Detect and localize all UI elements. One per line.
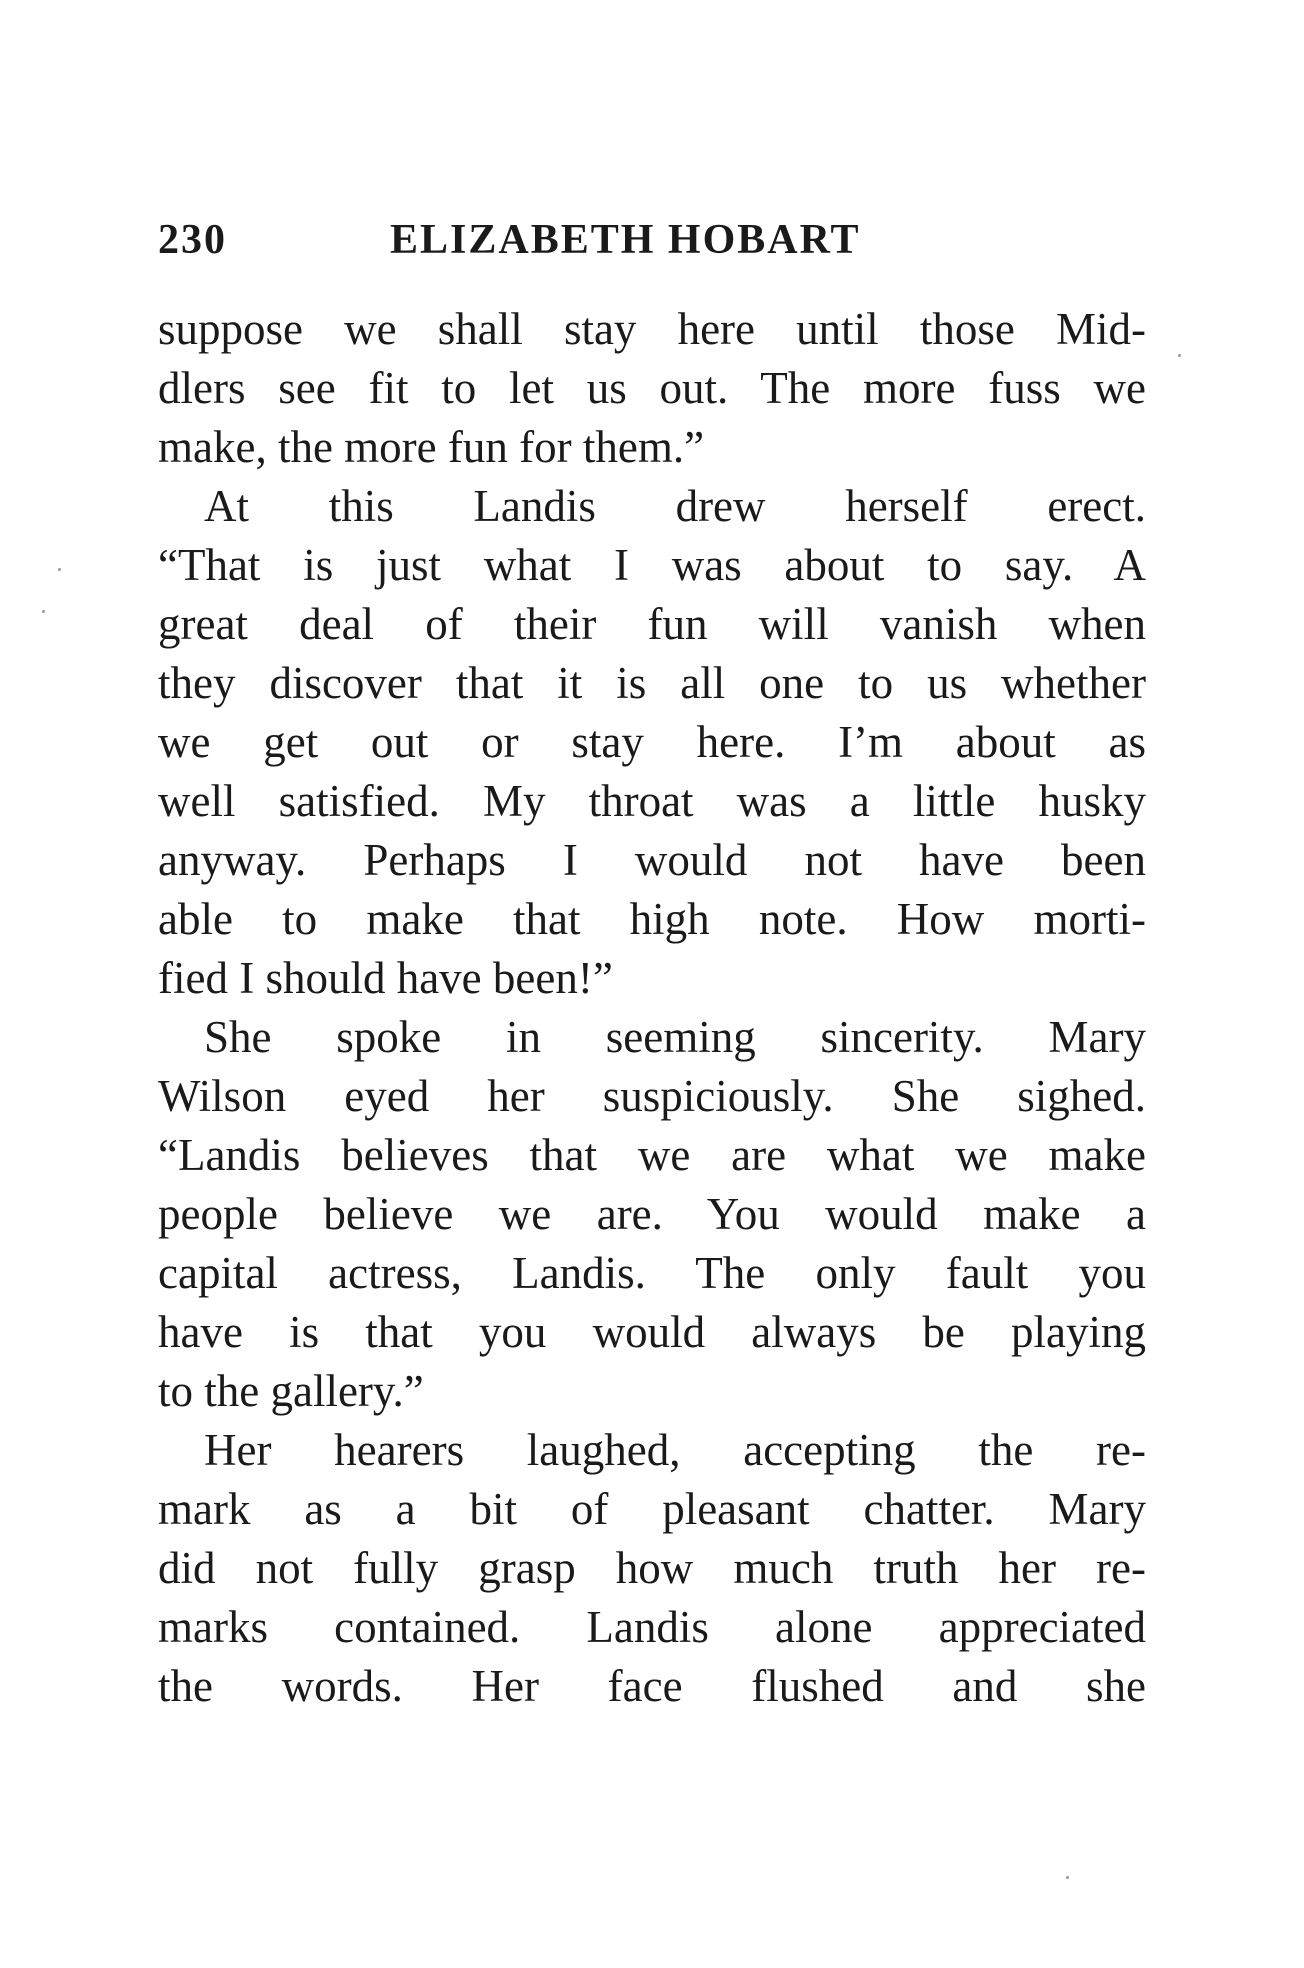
text-line: able to make that high note. How morti-: [158, 894, 1146, 944]
text-line: the words. Her face flushed and she: [158, 1661, 1146, 1711]
paper-speck: [1066, 1876, 1069, 1879]
text-line: dlers see fit to let us out. The more fuss we: [158, 363, 1146, 413]
text-line: At this Landis drew herself erect.: [204, 481, 1146, 531]
text-line: fied I should have been!”: [158, 953, 613, 1003]
text-line: well satisfied. My throat was a little husky: [158, 776, 1146, 826]
body-text: [158, 300, 1146, 1716]
text-line: Her hearers laughed, accepting the re-: [204, 1425, 1146, 1475]
running-head: [158, 210, 1146, 270]
text-line: mark as a bit of pleasant chatter. Mary: [158, 1484, 1146, 1534]
text-line: suppose we shall stay here until those Mid-: [158, 304, 1146, 354]
paper-speck: [58, 568, 61, 571]
paper-speck: [42, 610, 45, 613]
text-line: “Landis believes that we are what we make: [158, 1130, 1146, 1180]
paper-speck: [1178, 354, 1181, 357]
text-line: “That is just what I was about to say. A: [158, 540, 1146, 590]
text-line: She spoke in seeming sincerity. Mary: [204, 1012, 1146, 1062]
text-line: marks contained. Landis alone appreciated: [158, 1602, 1146, 1652]
text-line: people believe we are. You would make a: [158, 1189, 1146, 1239]
text-line: great deal of their fun will vanish when: [158, 599, 1146, 649]
text-line: anyway. Perhaps I would not have been: [158, 835, 1146, 885]
text-line: they discover that it is all one to us whether: [158, 658, 1146, 708]
text-line: make, the more fun for them.”: [158, 422, 705, 472]
text-line: did not fully grasp how much truth her re-: [158, 1543, 1146, 1593]
book-title: ELIZABETH HOBART: [390, 217, 861, 263]
text-line: have is that you would always be playing: [158, 1307, 1146, 1357]
text-line: we get out or stay here. I’m about as: [158, 717, 1146, 767]
text-line: Wilson eyed her suspiciously. She sighed.: [158, 1071, 1146, 1121]
text-line: capital actress, Landis. The only fault you: [158, 1248, 1146, 1298]
text-line: to the gallery.”: [158, 1366, 424, 1416]
page-number: 230: [158, 217, 227, 263]
